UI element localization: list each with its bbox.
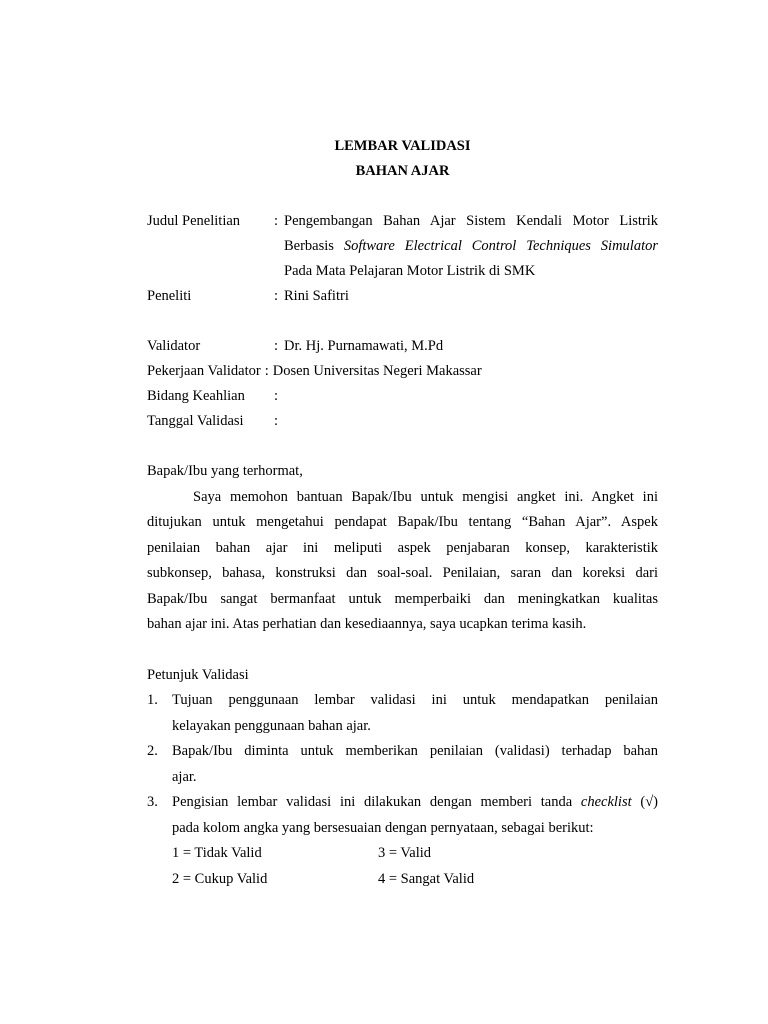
meta-validator — [147, 334, 658, 359]
judul-label: Judul Penelitian — [147, 213, 241, 229]
meta-bidang — [147, 384, 658, 409]
list-item-number: 2. — [147, 743, 158, 759]
title-line-1: LEMBAR VALIDASI — [334, 138, 471, 154]
item-1-line-2: kelayakan penggunaan bahan ajar. — [172, 717, 371, 734]
letter-line-2: ditujukan untuk mengetahui pendapat Bapak/Ibu tentang “Bahan Ajar”. Aspek — [147, 514, 658, 530]
letter-line-1-text: Saya memohon bantuan Bapak/Ibu untuk mengisi angket ini. Angket ini — [193, 488, 658, 505]
pekerjaan-value: Dosen Universitas Negeri Makassar — [272, 363, 482, 379]
list-item — [147, 739, 658, 790]
validation-sheet-page — [147, 134, 658, 892]
validator-separator: : — [274, 338, 279, 354]
scale-4: 4 = Sangat Valid — [378, 870, 475, 887]
spacer — [147, 638, 658, 663]
list-item — [147, 790, 658, 892]
item-1-line-1: Tujuan penggunaan lembar validasi ini untuk mendapatkan penilaian — [172, 692, 658, 708]
instructions-heading: Petunjuk Validasi — [147, 666, 249, 683]
judul-value — [284, 209, 658, 284]
spacer — [147, 434, 658, 459]
spacer — [147, 309, 658, 334]
pekerjaan-separator: : — [264, 363, 269, 379]
letter-body — [147, 485, 658, 638]
bidang-separator: : — [274, 388, 279, 404]
tanggal-label: Tanggal Validasi — [147, 413, 244, 429]
list-item — [147, 688, 658, 739]
scale-1: 1 = Tidak Valid — [172, 845, 262, 861]
item-2-line-2: ajar. — [172, 768, 197, 785]
list-item-number: 1. — [147, 692, 158, 708]
meta-tanggal — [147, 409, 658, 434]
judul-line-3: Pada Mata Pelajaran Motor Listrik di SMK — [284, 263, 536, 279]
tanggal-value — [284, 409, 658, 434]
list-item-body — [172, 739, 658, 790]
list-item-number: 3. — [147, 794, 158, 810]
item-3-line-1 — [172, 790, 658, 816]
meta-pekerjaan — [147, 359, 658, 384]
list-item-body — [172, 688, 658, 739]
letter-line-4: subkonsep, bahasa, konstruksi dan soal-soal. Penilaian, saran dan koreksi dari — [147, 565, 658, 581]
scale-2: 2 = Cukup Valid — [172, 870, 268, 887]
judul-line-1: Pengembangan Bahan Ajar Sistem Kendali Motor Listrik — [284, 213, 658, 229]
pekerjaan-label: Pekerjaan Validator — [147, 363, 261, 379]
title-line-2: BAHAN AJAR — [355, 163, 450, 179]
meta-peneliti — [147, 284, 658, 309]
letter-line-5: Bapak/Ibu sangat bermanfaat untuk memperbaiki dan meningkatkan kualitas — [147, 590, 658, 607]
list-item-body — [172, 790, 658, 892]
instructions-list — [147, 688, 658, 892]
bidang-value — [284, 384, 658, 409]
validator-value: Dr. Hj. Purnamawati, M.Pd — [284, 338, 444, 354]
letter-line-1 — [147, 485, 658, 511]
greeting: Bapak/Ibu yang terhormat, — [147, 463, 303, 479]
judul-separator: : — [274, 213, 279, 229]
peneliti-label: Peneliti — [147, 288, 192, 304]
peneliti-separator: : — [274, 288, 279, 304]
validator-label: Validator — [147, 338, 201, 354]
letter-line-3: penilaian bahan ajar ini meliputi aspek penjabaran konsep, karakteristik — [147, 539, 658, 556]
meta-judul — [147, 209, 658, 284]
item-3-line-2: pada kolom angka yang bersesuaian dengan pernyataan, sebagai berikut: — [172, 819, 594, 836]
letter-line-6: bahan ajar ini. Atas perhatian dan kesediaannya, saya ucapkan terima kasih. — [147, 616, 587, 632]
judul-line-2 — [284, 234, 658, 259]
item-3-suffix: (√) — [640, 794, 658, 810]
tanggal-separator: : — [274, 413, 279, 429]
judul-line-2-italic: Software Electrical Control Techniques Simulator — [343, 238, 658, 254]
peneliti-value: Rini Safitri — [284, 288, 349, 304]
judul-line-2-prefix: Berbasis — [284, 238, 334, 254]
item-2-line-1: Bapak/Ibu diminta untuk memberikan penilaian (validasi) terhadap bahan — [172, 743, 658, 759]
item-3-italic: checklist — [580, 794, 632, 810]
rating-scale — [172, 841, 658, 892]
bidang-label: Bidang Keahlian — [147, 388, 245, 404]
scale-3: 3 = Valid — [378, 845, 432, 861]
item-3-prefix: Pengisian lembar validasi ini dilakukan dengan memberi tanda — [172, 794, 573, 810]
document-title — [147, 134, 658, 184]
